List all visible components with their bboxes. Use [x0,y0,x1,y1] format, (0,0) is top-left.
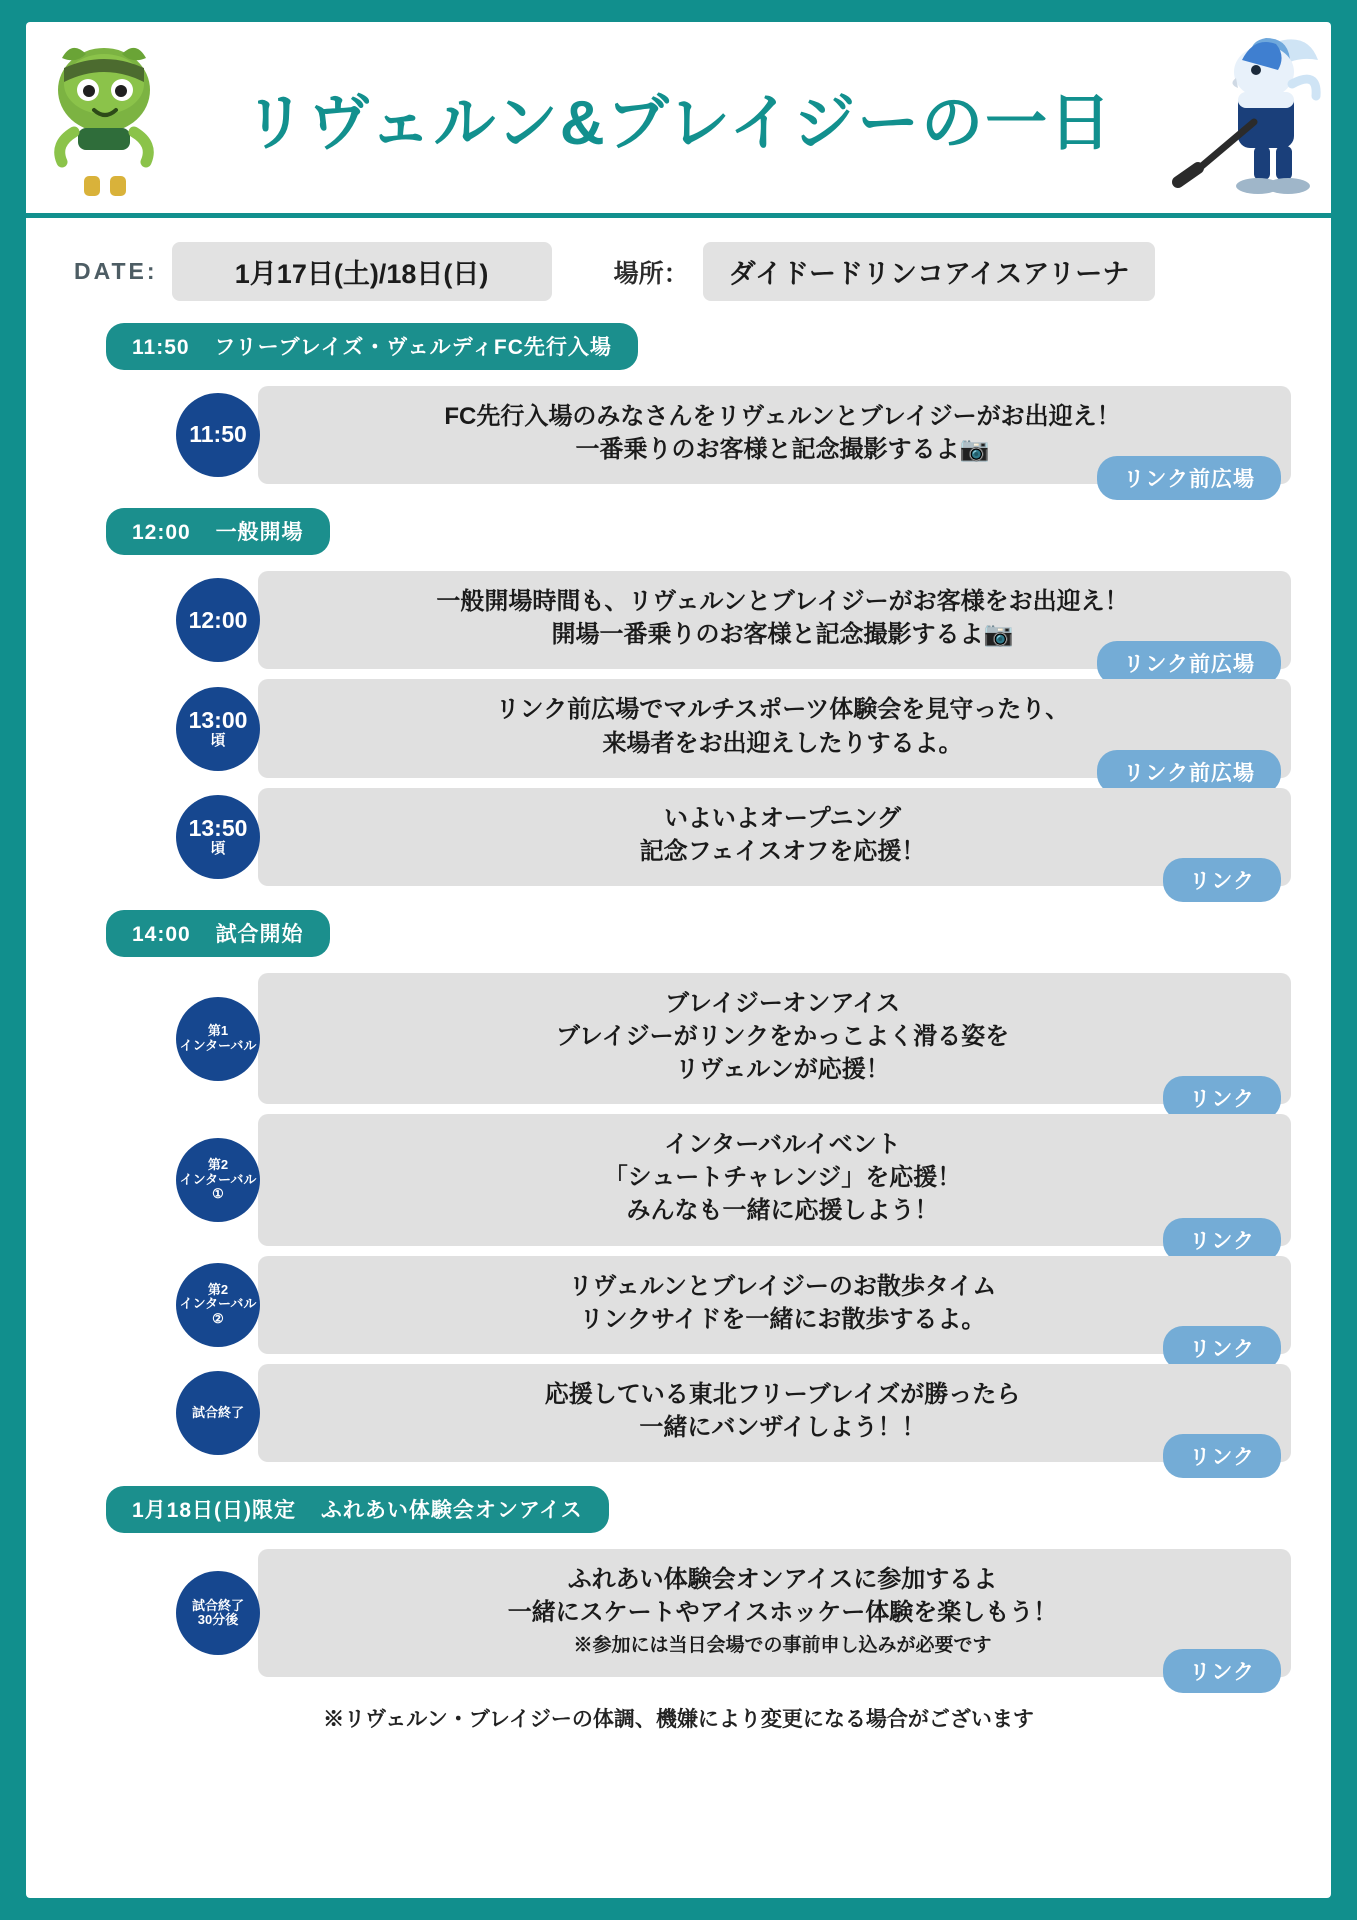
panel-line: ブレイジーがリンクをかっこよく滑る姿を [555,1022,1010,1050]
schedule-row [179,973,1291,1112]
poster-sheet [26,22,1331,1898]
date-value: 1月17日(土)/18日(日) [172,242,552,301]
section-banner-3 [106,910,330,957]
banner-text: ふれあい体験会オンアイス [320,1498,583,1522]
panel-line: リンク前広場でマルチスポーツ体験会を見守ったり、 [495,696,1070,724]
location-tag: リンク [1163,858,1281,902]
time-main: 試合終了 [191,1597,244,1613]
panel-line: 一緒にバンザイしよう！！ [639,1413,926,1441]
time-main: 第2 [207,1282,229,1298]
schedule-row [179,1114,1291,1253]
blazy-mascot-icon [1158,26,1323,216]
schedule-row [186,1364,1291,1469]
date-place-row [26,218,1331,309]
schedule-panel [258,1364,1291,1469]
panel-line: 応援している東北フリーブレイズが勝ったら [544,1380,1021,1408]
schedule-row [179,1256,1291,1361]
time-sub: インターバル [179,1296,257,1312]
panel-line: 「シュートチャレンジ」を応援！ [603,1164,962,1192]
schedule-panel [258,1549,1291,1685]
panel-line: FC先行入場のみなさんをリヴェルンとブレイジーがお出迎え！ [444,403,1121,430]
section-banner-4 [106,1486,609,1533]
panel-note: ※参加には当日会場での事前申し込みが必要です [573,1635,992,1657]
schedule-row [186,788,1291,893]
location-tag: リンク前広場 [1097,641,1281,685]
time-sub2: ① [212,1186,224,1201]
panel-line: 一緒にスケートやアイスホッケー体験を楽しもう！ [507,1599,1058,1627]
time-bubble [176,578,260,662]
time-bubble [176,997,260,1081]
panel-line: リヴェルンが応援！ [675,1056,890,1084]
schedule-row [186,571,1291,677]
poster-header [26,22,1331,218]
location-tag: リンク [1163,1326,1281,1370]
banner-time: 12:00 [132,521,191,545]
section-banner-2 [106,508,330,555]
panel-line: みんなも一緒に応援しよう！ [626,1197,939,1225]
panel-line: 一般開場時間も、リヴェルンとブレイジーがお客様をお出迎え！ [436,588,1129,616]
panel-line: 開場一番乗りのお客様と記念撮影するよ📷 [551,621,1014,649]
banner-time: 11:50 [132,336,190,359]
schedule-panel [258,679,1291,785]
time-sub: 頃 [210,731,226,749]
panel-line: 来場者をお出迎えしたりするよ。 [602,729,963,757]
panel-line: ブレイジーオンアイス [665,989,900,1017]
time-main: 試合終了 [191,1404,244,1420]
banner-text: 一般開場 [215,521,304,545]
location-tag: リンク前広場 [1097,750,1281,794]
place-label: 場所： [613,259,689,288]
time-main: 11:50 [189,421,247,448]
date-label: DATE: [74,258,158,284]
panel-line: ふれあい体験会オンアイスに参加するよ [567,1565,998,1593]
time-bubble [176,1263,260,1347]
schedule-panel [258,386,1291,492]
schedule-panel [258,1256,1291,1361]
schedule-row [186,679,1291,785]
time-main: 13:00 [188,706,248,733]
time-sub2: ② [212,1310,224,1326]
location-tag: リンク [1163,1218,1281,1262]
banner-text: フリーブレイズ・ヴェルディFC先行入場 [214,336,612,359]
time-bubble [176,1138,260,1222]
panel-line: 記念フェイスオフを応援！ [639,837,926,865]
section-banner-1 [106,323,638,370]
time-sub: 頃 [210,840,226,858]
panel-line: インターバルイベント [664,1131,901,1159]
time-bubble [176,795,260,879]
schedule-row [186,1549,1291,1685]
location-tag: リンク [1163,1434,1281,1478]
location-tag: リンク前広場 [1097,456,1281,500]
banner-time: 14:00 [132,922,191,946]
location-tag: リンク [1163,1649,1281,1693]
panel-line: いよいよオープニング [663,804,902,832]
time-bubble [176,1571,260,1655]
banner-time: 1月18日(日)限定 [132,1498,297,1522]
page-title: リヴェルン&ブレイジーの一日 [243,89,1114,158]
schedule-panel [258,1114,1291,1253]
time-main: 12:00 [188,606,248,633]
panel-line: リンクサイドを一緒にお散歩するよ。 [579,1305,986,1333]
place-value: ダイドードリンコアイスアリーナ [703,242,1156,301]
schedule-panel [258,571,1291,677]
schedule-panel [258,973,1291,1112]
banner-text: 試合開始 [215,922,304,946]
panel-line: 一番乗りのお客様と記念撮影するよ📷 [575,436,990,464]
time-main: 第1 [207,1023,229,1039]
schedule-panel [258,788,1291,893]
time-bubble [176,687,260,771]
footnote: ※リヴェルン・ブレイジーの体調、機嫌により変更になる場合がございます [323,1708,1034,1732]
panel-line: リヴェルンとブレイジーのお散歩タイム [568,1272,997,1300]
time-sub: インターバル [179,1171,257,1187]
time-main: 第2 [207,1157,229,1173]
rivelun-mascot-icon [32,28,182,208]
schedule-row [186,386,1291,492]
location-tag: リンク [1163,1076,1281,1120]
time-main: 13:50 [188,814,248,841]
time-bubble [176,393,260,477]
time-bubble [176,1371,260,1455]
time-sub: 30分後 [197,1612,239,1628]
time-sub: インターバル [179,1037,257,1053]
